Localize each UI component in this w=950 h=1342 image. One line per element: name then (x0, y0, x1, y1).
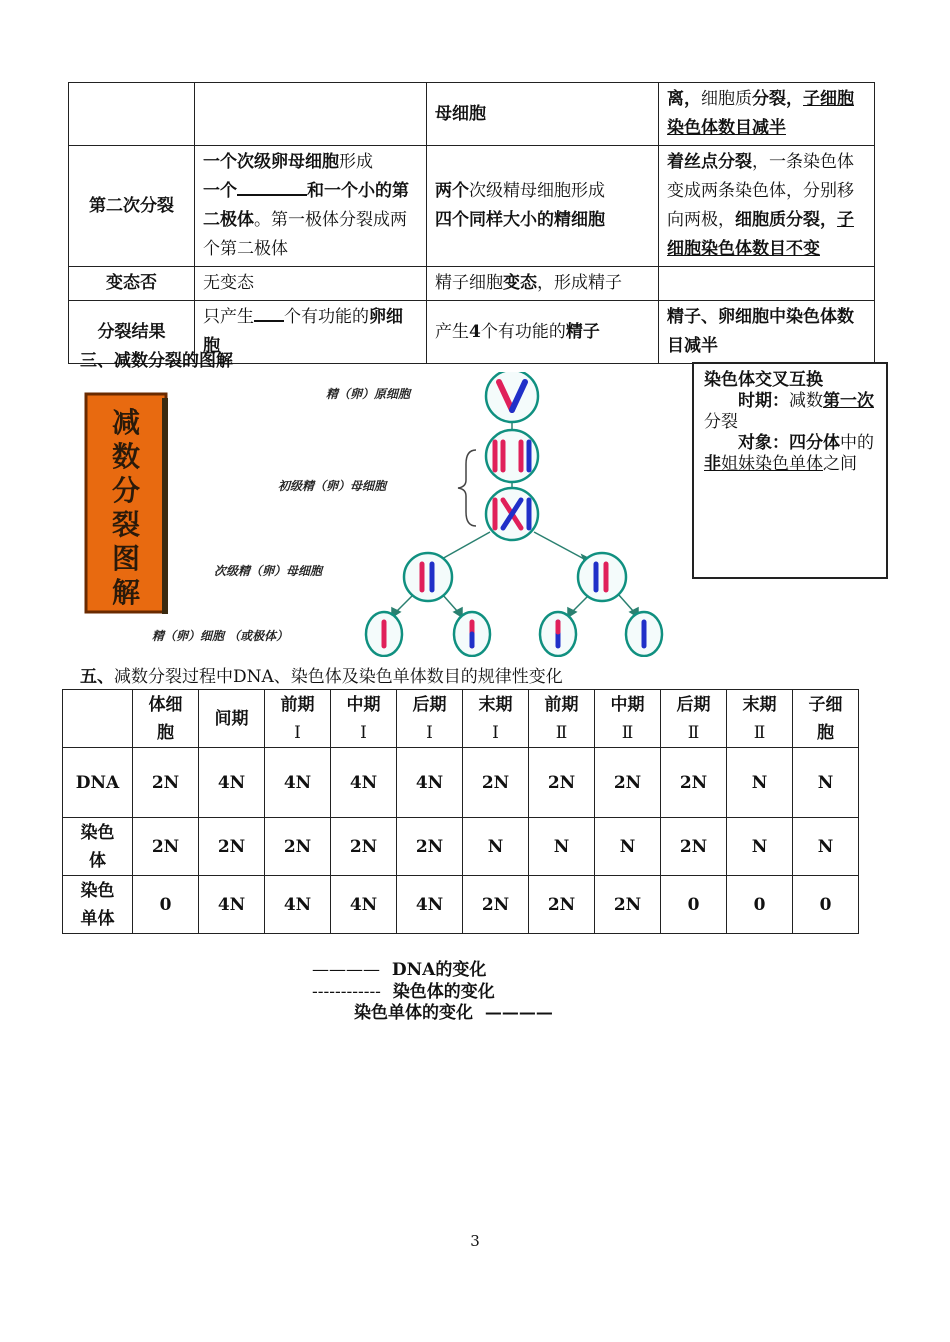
legend-line: ———— (312, 960, 380, 980)
value-cell: 2N (331, 818, 397, 876)
row-label: DNA (63, 748, 133, 818)
text: 染色 (80, 822, 115, 843)
text: 只产生 (203, 307, 254, 327)
value-cell: 4N (199, 748, 265, 818)
text: 之间 (823, 454, 857, 474)
banner-char: 裂 (111, 508, 141, 541)
text: Ⅱ (687, 722, 700, 743)
text: 一个次级卵母细胞 (203, 152, 339, 172)
text: 姐妹染色单体 (721, 454, 823, 474)
text: 前期 (544, 694, 579, 715)
fill-in-blank (237, 178, 307, 196)
text: 第一次 (823, 391, 874, 411)
text: 子细 (808, 694, 843, 715)
header-cell (529, 690, 595, 748)
text: 体细 (148, 694, 183, 715)
corner-cell (63, 690, 133, 748)
text: 个有功能的 (284, 307, 369, 327)
value-cell: 4N (331, 748, 397, 818)
legend-line: ———— (484, 1003, 553, 1023)
text: 一个 (203, 181, 237, 201)
table-row (69, 146, 875, 267)
meiosis-comparison-table (68, 82, 875, 364)
text: 次级精母细胞形成 (469, 181, 605, 201)
header-row (63, 690, 859, 748)
value-cell: 0 (727, 876, 793, 934)
table-cell (427, 301, 659, 364)
meiosis-diagram (78, 372, 678, 657)
text: Ⅰ (360, 722, 367, 743)
text: 细胞质 (701, 89, 752, 109)
text: 对象： (738, 433, 789, 453)
row-header: 第二次分裂 (69, 146, 195, 267)
banner-char: 减 (111, 406, 141, 439)
legend-line: ------------ (312, 982, 381, 1002)
value-cell: 2N (463, 876, 529, 934)
text: 着丝点分裂 (667, 152, 752, 172)
table-row (63, 818, 859, 876)
banner-char: 图 (111, 542, 141, 575)
chromosome-count-table (62, 689, 859, 934)
header-cell (661, 690, 727, 748)
table-cell: 母细胞 (427, 83, 659, 146)
table-cell (427, 267, 659, 301)
text: 后期 (676, 694, 711, 715)
cell-secondary-left (404, 553, 452, 601)
value-cell: 0 (133, 876, 199, 934)
text: 和一个小的第二极体 (203, 181, 409, 230)
text: 。第一极体分裂成两个第二极体 (203, 210, 407, 259)
text: Ⅱ (555, 722, 568, 743)
row-header: 分裂结果 (69, 301, 195, 364)
table-row (63, 748, 859, 818)
text: Ⅰ (426, 722, 433, 743)
cell-secondary-right (578, 553, 626, 601)
table-cell (195, 83, 427, 146)
text: 离， (667, 89, 701, 109)
text: ，形成精子 (537, 273, 622, 293)
text: 时期： (738, 391, 789, 411)
table-cell (659, 267, 875, 301)
banner-shadow (162, 398, 168, 614)
text: 非 (704, 454, 721, 474)
text: 末期 (478, 694, 513, 715)
value-cell: 4N (397, 876, 463, 934)
header-cell (331, 690, 397, 748)
header-cell (397, 690, 463, 748)
text: 胞 (817, 722, 834, 743)
header-cell (133, 690, 199, 748)
value-cell: N (463, 818, 529, 876)
table-row (69, 267, 875, 301)
value-cell: 2N (133, 818, 199, 876)
value-cell: 0 (661, 876, 727, 934)
legend-chromatid (354, 998, 553, 1023)
text: 前期 (280, 694, 315, 715)
text: Ⅱ (621, 722, 634, 743)
crossing-over-box (692, 362, 888, 579)
value-cell: 2N (265, 818, 331, 876)
header-cell (265, 690, 331, 748)
value-cell: 4N (331, 876, 397, 934)
text: Ⅱ (753, 722, 766, 743)
value-cell: 2N (529, 748, 595, 818)
value-cell: N (793, 818, 859, 876)
fill-in-blank (254, 304, 284, 322)
value-cell: 4N (397, 748, 463, 818)
text: 分裂 (704, 412, 738, 432)
text: 个有功能的 (480, 321, 566, 342)
text: 四分体 (789, 433, 840, 453)
text: 染色 (80, 880, 115, 901)
text: 细胞质分裂， (735, 210, 837, 230)
text: 卵细胞 (203, 307, 403, 356)
row-header: 变态否 (69, 267, 195, 301)
text: 减数 (789, 391, 823, 411)
table-cell (69, 83, 195, 146)
value-cell: 2N (397, 818, 463, 876)
cell-origin (486, 372, 538, 422)
table-cell: 精子、卵细胞中染色体数目减半 (659, 301, 875, 364)
table-cell (427, 146, 659, 267)
table-row (69, 83, 875, 146)
header-cell (793, 690, 859, 748)
value-cell: 2N (595, 876, 661, 934)
label-primary-cell: 初级精（卵）母细胞 (278, 479, 387, 493)
section-3-title: 三、减数分裂的图解 (80, 351, 233, 371)
value-cell: 2N (661, 818, 727, 876)
value-cell: 2N (463, 748, 529, 818)
crossbox-period (704, 391, 876, 433)
text: 单体 (80, 908, 115, 929)
text: 体 (89, 850, 106, 871)
text: 子细胞染色体数目不变 (667, 210, 854, 259)
header-cell (463, 690, 529, 748)
table-cell (659, 146, 875, 267)
value-cell: N (529, 818, 595, 876)
table-cell: 无变态 (195, 267, 427, 301)
text: 间期 (214, 708, 249, 729)
text: 五、 (80, 667, 114, 687)
table-cell (195, 146, 427, 267)
text: 形成 (339, 152, 373, 172)
text: 中期 (346, 694, 381, 715)
text: 产生 (435, 321, 469, 342)
table-cell (659, 83, 875, 146)
value-cell: 2N (133, 748, 199, 818)
label-final-cell: 精（卵）细胞 （或极体） (152, 629, 289, 643)
value-cell: 4N (265, 876, 331, 934)
text: 中的 (840, 433, 874, 453)
text: 减数分裂过程中DNA、染色体及染色单体数目的规律性变化 (114, 667, 563, 687)
banner-char: 解 (111, 576, 141, 609)
value-cell: 2N (595, 748, 661, 818)
legend-label: 染色单体的变化 (354, 1003, 473, 1023)
table-row (63, 876, 859, 934)
value-cell: N (727, 748, 793, 818)
text: 子细胞染色体数目减半 (667, 89, 854, 138)
page-number: 3 (470, 1232, 480, 1250)
value-cell: 4N (199, 876, 265, 934)
banner-char: 数 (111, 440, 141, 473)
text: Ⅰ (294, 722, 301, 743)
text: 胞 (157, 722, 174, 743)
text: 中期 (610, 694, 645, 715)
text: 后期 (412, 694, 447, 715)
text: 末期 (742, 694, 777, 715)
text: 4 (469, 321, 481, 342)
text: Ⅰ (492, 722, 499, 743)
text: ，一条染色体变成两条染色体，分别移向两极， (667, 152, 854, 230)
row-label (63, 818, 133, 876)
value-cell: 2N (529, 876, 595, 934)
legend-label: DNA的变化 (391, 960, 487, 980)
value-cell: 0 (793, 876, 859, 934)
label-secondary-cell: 次级精（卵）母细胞 (214, 564, 323, 578)
value-cell: 2N (199, 818, 265, 876)
text: 分裂， (752, 89, 803, 109)
value-cell: 4N (265, 748, 331, 818)
text: 精子 (565, 321, 600, 342)
value-cell: N (727, 818, 793, 876)
legend-label: 染色体的变化 (392, 982, 495, 1002)
text: 变态 (503, 273, 537, 293)
text: 两个 (435, 181, 469, 201)
crossbox-object (704, 433, 876, 475)
header-cell (595, 690, 661, 748)
value-cell: 2N (661, 748, 727, 818)
header-cell (727, 690, 793, 748)
text: 四个同样大小的精细胞 (435, 210, 605, 230)
section-5-title (80, 662, 563, 687)
banner-char: 分 (111, 474, 141, 507)
row-label (63, 876, 133, 934)
crossbox-title: 染色体交叉互换 (704, 370, 823, 390)
label-origin-cell: 精（卵）原细胞 (326, 387, 411, 401)
value-cell: N (595, 818, 661, 876)
value-cell: N (793, 748, 859, 818)
header-cell (199, 690, 265, 748)
text: 精子细胞 (435, 273, 503, 293)
